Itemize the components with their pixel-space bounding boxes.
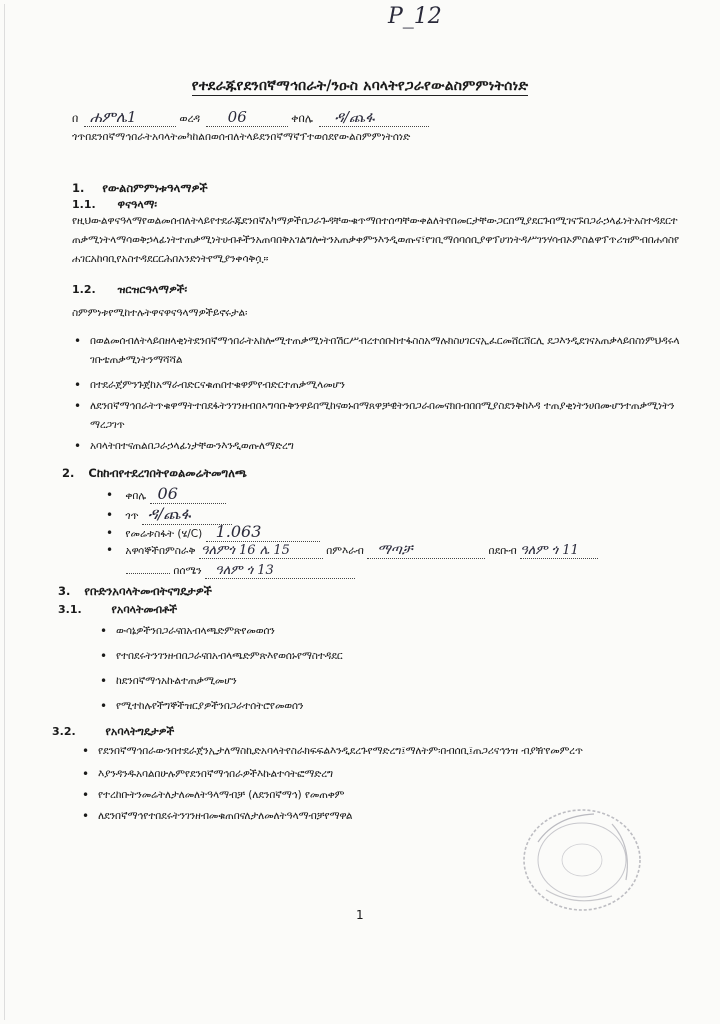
section-1-1-title: ዋናዓላማ፡ bbox=[117, 198, 157, 211]
land-got-label: ጎጥ bbox=[125, 510, 139, 522]
day-value: ሐምሌ1 bbox=[89, 108, 137, 126]
page-number: 1 bbox=[356, 908, 364, 922]
section-3-2-heading bbox=[52, 725, 174, 739]
land-kebele-row bbox=[106, 484, 226, 504]
boundary-east-field bbox=[199, 543, 323, 559]
list-item: • ከደንበኛማኅአኩልተጠቃሚመሆን bbox=[100, 672, 343, 691]
section-1-2-paragraph: ስምምነቱየሚከተሉትዋናዋናዓላማዎችይኖሩታል፡ bbox=[72, 307, 248, 319]
day-field bbox=[84, 108, 176, 127]
bullet-icon: • bbox=[106, 508, 114, 522]
section-2-heading bbox=[62, 466, 247, 481]
list-item: • የተረከቡትንመሬትለታለመለትዓላማብቻ (ለደንበኛማኅ) የመጠቀም bbox=[82, 786, 682, 805]
kebele-field bbox=[319, 108, 429, 127]
boundary-west-value: ማጣቻ bbox=[377, 542, 413, 558]
section-1-2-title: ዝርዝርዓላማዎች፡ bbox=[117, 283, 188, 296]
leader-line bbox=[126, 573, 170, 574]
land-area-row bbox=[106, 522, 320, 542]
month-value: 06 bbox=[227, 108, 247, 126]
list-item: • አባላትበተናጠልበጋራኃላፊነታቸውንእንዲወጡለማድረግ bbox=[74, 437, 684, 456]
section-1-number: 1. bbox=[72, 181, 85, 195]
section-3-heading bbox=[58, 584, 212, 599]
list-item: • በወልመሰብለትላይበዘላቂነትደንበኛማኅበራትአከሎሚተጠቃሚነትበሽርሥብረተሰቡከተፋስስአማሉክስሀገርናኢፈርመሸርሸርሊ ደጋእንዲደገናአጠቃላይበስነምህዳሩላገቡቴጠቃሚነትንማሻሻል bbox=[74, 332, 684, 370]
boundary-north-label: በሰሜን bbox=[173, 565, 202, 577]
boundary-north-value: ዓለም ጎ 13 bbox=[215, 563, 274, 578]
bullet-icon: • bbox=[106, 488, 114, 502]
section-3-1-heading bbox=[58, 603, 177, 617]
intro-line: ጎጥበደንበኛማኅበራትአባላትመካከልበወሰብለትላይደንበኛማኛፕተወሰደየውልስምምነትሰነድ bbox=[72, 131, 411, 143]
boundary-south-value: ዓለም ጎ 11 bbox=[520, 543, 579, 558]
month-field bbox=[206, 108, 288, 127]
land-got-value: ዳ/ጨፋ bbox=[147, 504, 191, 523]
list-item: • እያንዳንዱአባልበሁሉምየደንበኛማኅበራዎችእኩልተሳትፎማድረግ bbox=[82, 765, 682, 784]
section-3-title: የቡድንአባላትመብትናግዴታዎች bbox=[84, 584, 212, 598]
official-stamp-icon bbox=[516, 802, 646, 914]
list-item: • በተደራጀምንጉጀከአማራብድርናቁጠበተቁዋምየብድርተጠቃሚላመሆን bbox=[74, 376, 684, 395]
header-fields bbox=[72, 108, 429, 127]
boundary-east-value: ዓለምጎ 16 ሌ 15 bbox=[200, 543, 290, 558]
section-3-2-title: የአባላትግዴታዎች bbox=[105, 725, 175, 738]
boundary-south-label: በደቡብ bbox=[488, 545, 517, 557]
month-label: ወረዳ bbox=[179, 112, 201, 125]
section-1-2-list bbox=[74, 332, 684, 456]
section-3-1-number: 3.1. bbox=[58, 603, 82, 616]
list-item: • የደንበኛማኅበራውንበተደራጀንኢታለማስኪድአባላትየስራክፍፍልእንዲደረጉየማድረግ፤ማለትም፡በብሰቢ፤ጠጋሪናኅንዝ ብያዥየመምረጥ bbox=[82, 742, 682, 761]
section-1-2-number: 1.2. bbox=[72, 283, 96, 296]
section-2-title: Cከከብየተደረገበትየወልመሬትመግለጫ bbox=[88, 466, 247, 480]
list-item: • የሚተከሉየችግኞችዝርያዎችንበጋራተሰትሮየመወሰን bbox=[100, 697, 343, 716]
land-area-field bbox=[206, 522, 320, 542]
section-3-1-title: የአባላትመብቶች bbox=[111, 603, 178, 616]
boundary-north-field bbox=[205, 563, 355, 579]
land-kebele-value: 06 bbox=[157, 484, 178, 503]
section-1-1-number: 1.1. bbox=[72, 198, 96, 211]
land-area-label: የመሬቱስፋት (ሄ/C) bbox=[125, 528, 203, 540]
land-area-value: 1.063 bbox=[215, 522, 262, 541]
document-title-text: የተደራጁየደንበኛማኅበራት/ንዑስ አባላትየጋራየውልስምምነትሰነድ bbox=[191, 78, 529, 94]
day-label: በ bbox=[72, 112, 79, 125]
section-1-2-heading bbox=[72, 283, 187, 297]
section-1-1-paragraph: የዚህውልዋናዓላማየወልመሰብለትላይየተደራጁደንበኛአካማዎችበጋራጉዳቸውቁጥማበተሰጣቸውቀልለትየበመርታቸውጋርበሚያደርጉበሚገናኙበጋራኃላፊነትአስተዳደርተጠቃሚነትላማሳወቅኃላፊነትተጠቃሚነትሀብቶችንአጠባበቅአገልግሎትንአጠቃቀምንእንዲወጡና፣የገቢማሰባሰቢያዋፕሀገነትዳሥገንሃሳብኦምስልዋፕጥሪዝምብበሐሳስየሐገርአከባቢየአስተዳደርርሕበአንድነትየሚያንቀሳቅሷ። bbox=[72, 215, 679, 265]
document-title bbox=[0, 78, 720, 94]
section-1-heading bbox=[72, 181, 208, 196]
page-reference: P_12 bbox=[388, 4, 442, 29]
land-boundary-row bbox=[106, 542, 598, 559]
boundary-west-field bbox=[367, 542, 485, 559]
kebele-value: ዳ/ጨፋ bbox=[334, 108, 375, 126]
boundary-east-label: አዋሳኞችበምስራቅ bbox=[125, 545, 196, 557]
bullet-icon: • bbox=[106, 526, 114, 540]
boundary-west-label: በምእራብ bbox=[326, 545, 364, 557]
list-item: • ለደንበኛማኅበራትጥቁዋማትተበደፋትንገንዘብበኣግባቡቅንዋይበሚከናወኑበማጸዋቻዊትንበጋራበመናክበብበበሚያስደንቅከእዳ ተጠያቂነትንሀበሙሆንተጠቃሚነትንማረጋገጥ bbox=[74, 397, 684, 435]
list-item: • የተበደሩትንገንዘብበጋራናበአብላጫድምጽእየወሰኑየማስተዳደር bbox=[100, 647, 343, 666]
section-1-title: የውልስምምነቱዓላማዎች bbox=[102, 181, 208, 195]
boundary-south-field bbox=[520, 543, 598, 559]
section-2-number: 2. bbox=[62, 466, 75, 480]
kebele-label: ቀበሌ bbox=[291, 112, 314, 125]
section-3-2-number: 3.2. bbox=[52, 725, 76, 738]
land-kebele-field bbox=[150, 484, 226, 504]
section-3-1-list bbox=[100, 622, 343, 716]
section-3-number: 3. bbox=[58, 584, 71, 598]
section-1-1-heading bbox=[72, 198, 157, 212]
bullet-icon: • bbox=[106, 543, 114, 557]
land-north-row bbox=[126, 563, 355, 579]
list-item: • ለደንበኛማኅየተበደሩትንገንዘብመቁጠበናለታለመለትዓላማብቻየማዋል bbox=[82, 807, 682, 826]
list-item: • ውሳኔዎችንበጋራናበአብላጫድምጽየመወሰን bbox=[100, 622, 343, 641]
land-kebele-label: ቀበሌ bbox=[125, 490, 147, 502]
